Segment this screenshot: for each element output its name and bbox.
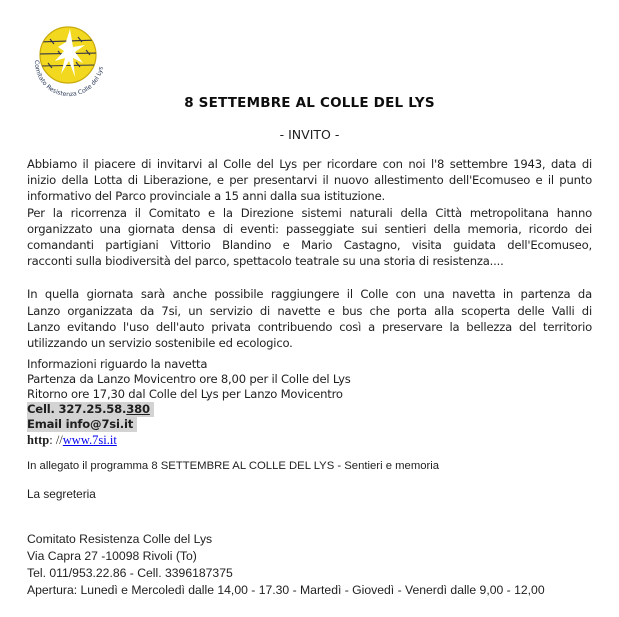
shuttle-details — [27, 357, 592, 448]
paragraph-events — [27, 205, 592, 270]
text-line: Tel. 011/953.22.86 - Cell. 3396187375 — [27, 566, 233, 581]
text-line: Ritorno ore 17,30 dal Colle del Lys per Lanzo Movicentro — [27, 387, 343, 402]
signature: La segreteria — [27, 487, 96, 502]
attachment-note: In allegato il programma 8 SETTEMBRE AL COLLE DEL LYS - Sentieri e memoria — [27, 460, 440, 473]
logo-curved-text: Comitato Resistenza Colle del Lys — [32, 59, 105, 99]
text-line: Per la ricorrenza il Comitato e la Direzione sistemi naturali della Città metropolitana hanno — [27, 205, 592, 220]
footer-contact-block — [27, 531, 592, 599]
page-title: 8 SETTEMBRE AL COLLE DEL LYS — [184, 95, 435, 111]
committee-logo-icon — [28, 22, 108, 102]
text-line: comandanti partigiani Vittorio Blandino e Mario Castagno, visita guidata dell'Ecomuseo, — [27, 238, 592, 253]
shuttle-schedule-lines — [27, 357, 592, 402]
text-line: Apertura: Lunedì e Mercoledì dalle 14,00 - 17.30 - Martedì - Giovedì - Venerdì dalle 9,00 - 12,00 — [27, 583, 545, 598]
website-link[interactable]: www.7si.it — [62, 433, 117, 448]
paragraph-shuttle — [27, 286, 592, 351]
text-line: informativo del Parco provinciale a 15 anni dalla sua istituzione. — [27, 189, 385, 204]
http-separator: : // — [49, 433, 63, 448]
paragraph-invitation — [27, 156, 592, 205]
text-line: organizzato una giornata densa di eventi: passeggiate sui sentieri della memoria, ricordo dei — [27, 221, 592, 236]
http-label: http — [27, 433, 50, 448]
shuttle-email-row — [27, 417, 592, 432]
text-line: utilizzando un servizio sostenibile ed ecologico. — [27, 336, 293, 351]
text-line: Lanzo organizzata da 7si, un servizio di navette e bus che porta alla scoperta delle Valli di — [27, 303, 592, 318]
text-line: Comitato Resistenza Colle del Lys — [27, 532, 213, 547]
invito-subtitle: - INVITO - — [279, 127, 340, 142]
text-line: Via Capra 27 -10098 Rivoli (To) — [27, 549, 197, 564]
shuttle-email: Email info@7si.it — [27, 417, 137, 432]
shuttle-paragraph — [27, 286, 592, 351]
shuttle-phone-row — [27, 402, 592, 417]
footer-lines — [27, 531, 592, 599]
text-line: inizio della Lotta di Liberazione, e per presentarvi il nuovo allestimento dell'Ecomuseo e il punto — [27, 173, 592, 188]
text-line: Abbiamo il piacere di invitarvi al Colle del Lys per ricordare con noi l'8 settembre 1943, data di — [27, 157, 592, 171]
text-line: Lanzo evitando l'uso dell'auto privata contribuendo così a preservare la bellezza del territorio — [27, 319, 592, 334]
text-line: racconti sulla biodiversità del parco, spettacolo teatrale su una storia di resistenza.... — [27, 254, 504, 269]
text-line: In quella giornata sarà anche possibile raggiungere il Colle con una navetta in partenza da — [27, 287, 592, 302]
shuttle-website-row — [27, 432, 592, 448]
text-line: Informazioni riguardo la navetta — [27, 357, 208, 372]
text-line: Partenza da Lanzo Movicentro ore 8,00 per il Colle del Lys — [27, 372, 351, 387]
intro-paragraph — [27, 156, 592, 269]
phone-last-digits: 380 — [126, 402, 150, 417]
shuttle-phone — [27, 402, 154, 417]
phone-prefix: Cell. 327.25.58. — [27, 402, 127, 417]
